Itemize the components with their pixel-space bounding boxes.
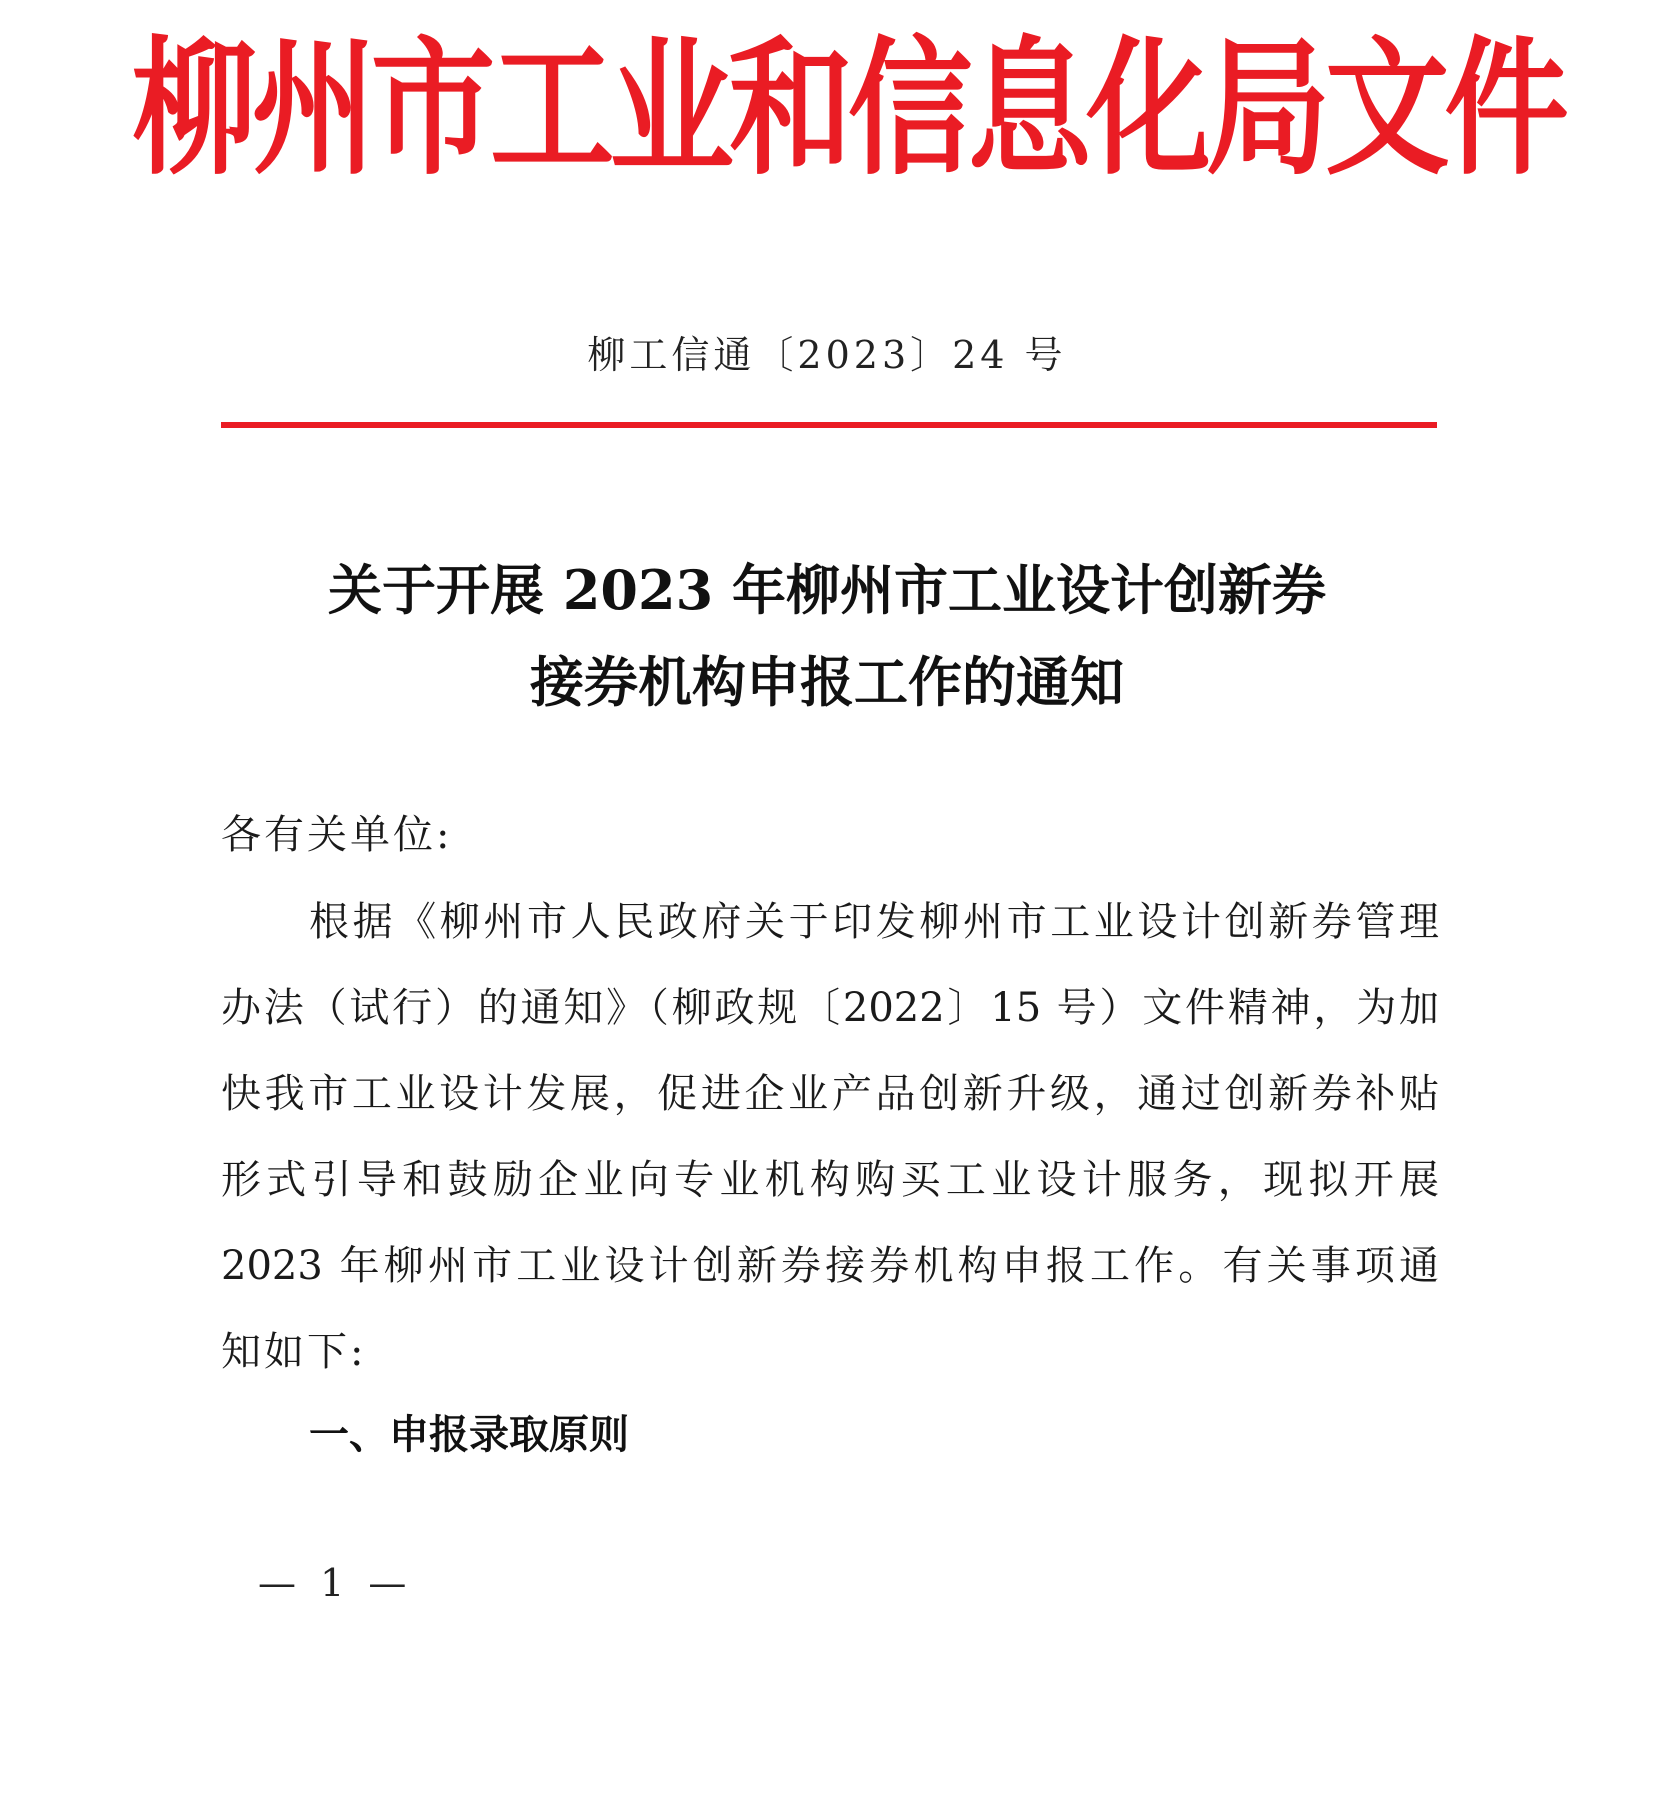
document-title-line-2: 接券机构申报工作的通知 xyxy=(530,650,1124,714)
document-title-line-1: 关于开展 2023 年柳州市工业设计创新券 xyxy=(328,558,1326,622)
paragraph-line: 形式引导和鼓励企业向专业机构购买工业设计服务，现拟开展 xyxy=(221,1157,1439,1203)
paragraph-line: 2023 年柳州市工业设计创新券接券机构申报工作。有关事项通 xyxy=(221,1243,1439,1289)
page-number: — 1 — xyxy=(258,1561,413,1605)
document-number: 柳工信通〔2023〕24 号 xyxy=(587,333,1067,377)
paragraph-line: 根据《柳州市人民政府关于印发柳州市工业设计创新券管理 xyxy=(309,899,1439,945)
paragraph-line: 快我市工业设计发展，促进企业产品创新升级，通过创新券补贴 xyxy=(221,1071,1439,1117)
salutation: 各有关单位: xyxy=(221,812,453,858)
red-divider-line xyxy=(221,422,1437,428)
paragraph-line: 知如下: xyxy=(221,1329,367,1375)
section-heading: 一、申报录取原则 xyxy=(309,1412,629,1458)
paragraph-line: 办法（试行）的通知》（柳政规〔2022〕15 号）文件精神，为加 xyxy=(221,985,1439,1031)
document-masthead: 柳州市工业和信息化局文件 xyxy=(132,21,1564,195)
